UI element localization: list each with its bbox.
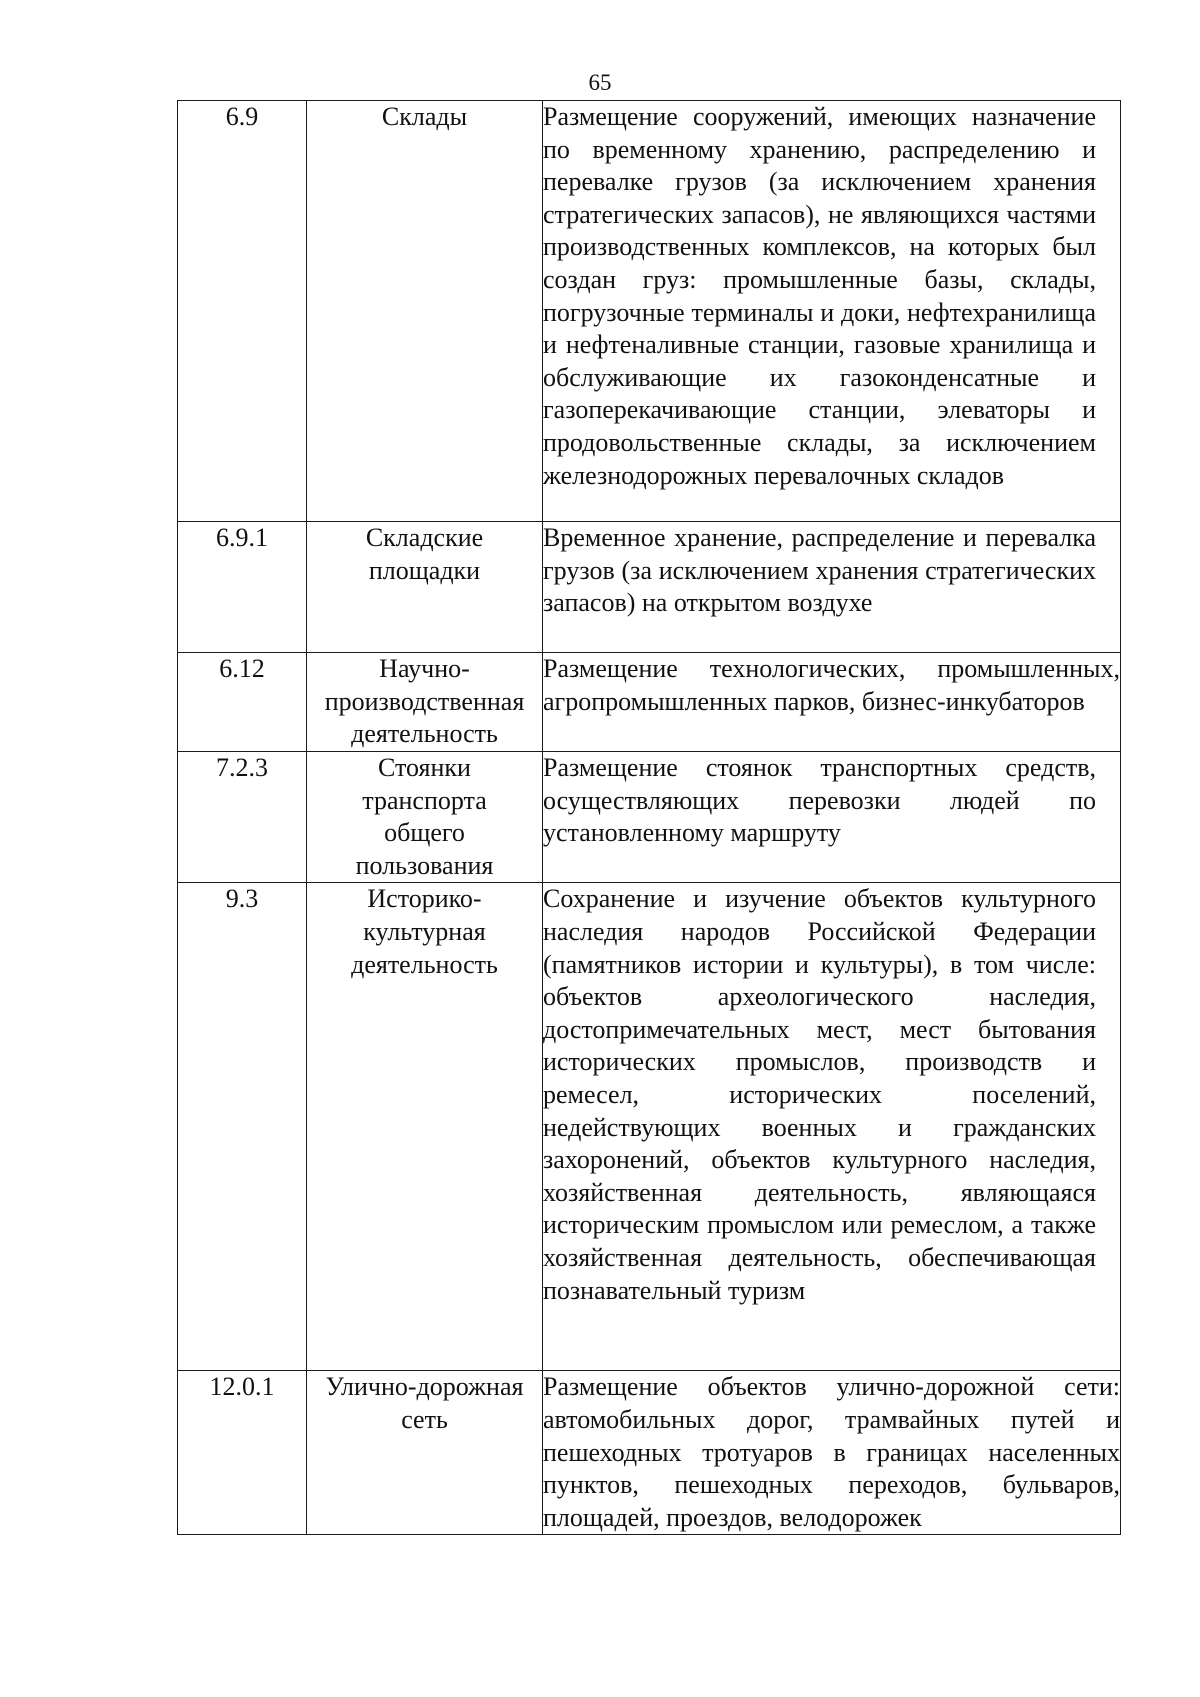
row-code: 7.2.3 <box>178 752 307 883</box>
row-name: Складские площадки <box>307 522 543 653</box>
row-description: Размещение стоянок транспортных средств, осуществляющих перевозки людей по установленному маршруту <box>543 752 1121 883</box>
row-name: Стоянки транспорта общего пользования <box>307 752 543 883</box>
row-code: 6.12 <box>178 653 307 752</box>
row-name: Улично-дорожная сеть <box>307 1371 543 1535</box>
row-name: Историко-культурная деятельность <box>307 883 543 1371</box>
row-name: Научно-производственная деятельность <box>307 653 543 752</box>
row-code: 6.9 <box>178 101 307 522</box>
row-code: 9.3 <box>178 883 307 1371</box>
row-description: Сохранение и изучение объектов культурного наследия народов Российской Федерации (памятников истории и культуры), в том числе: объектов археологического наследия, достопримечательных мест, мест бытования исторических промыслов, производств и ремесел, исторических поселений, недействующих военных и гражданских захоронений, объектов культурного наследия, хозяйственная деятельность, являющаяся историческим промыслом или ремеслом, а также хозяйственная деятельность, обеспечивающая познавательный туризм <box>543 883 1121 1371</box>
row-description: Временное хранение, распределение и перевалка грузов (за исключением хранения стратегических запасов) на открытом воздухе <box>543 522 1121 653</box>
table-row <box>178 752 1121 883</box>
table-row <box>178 653 1121 752</box>
table-row <box>178 883 1121 1371</box>
row-description: Размещение сооружений, имеющих назначение по временному хранению, распределению и перевалке грузов (за исключением хранения стратегических запасов), не являющихся частями производственных комплексов, на которых был создан груз: промышленные базы, склады, погрузочные терминалы и доки, нефтехранилища и нефтеналивные станции, газовые хранилища и обслуживающие их газоконденсатные и газоперекачивающие станции, элеваторы и продовольственные склады, за исключением железнодорожных перевалочных складов <box>543 101 1121 522</box>
table-row <box>178 522 1121 653</box>
row-code: 6.9.1 <box>178 522 307 653</box>
row-name: Склады <box>307 101 543 522</box>
page-number: 65 <box>588 70 612 95</box>
row-description: Размещение объектов улично-дорожной сети: автомобильных дорог, трамвайных путей и пешеходных тротуаров в границах населенных пунктов, пешеходных переходов, бульваров, площадей, проездов, велодорожек <box>543 1371 1121 1535</box>
land-use-table <box>177 100 1121 1535</box>
table-row <box>178 1371 1121 1535</box>
row-code: 12.0.1 <box>178 1371 307 1535</box>
row-description: Размещение технологических, промышленных, агропромышленных парков, бизнес-инкубаторов <box>543 653 1121 752</box>
table-row <box>178 101 1121 522</box>
